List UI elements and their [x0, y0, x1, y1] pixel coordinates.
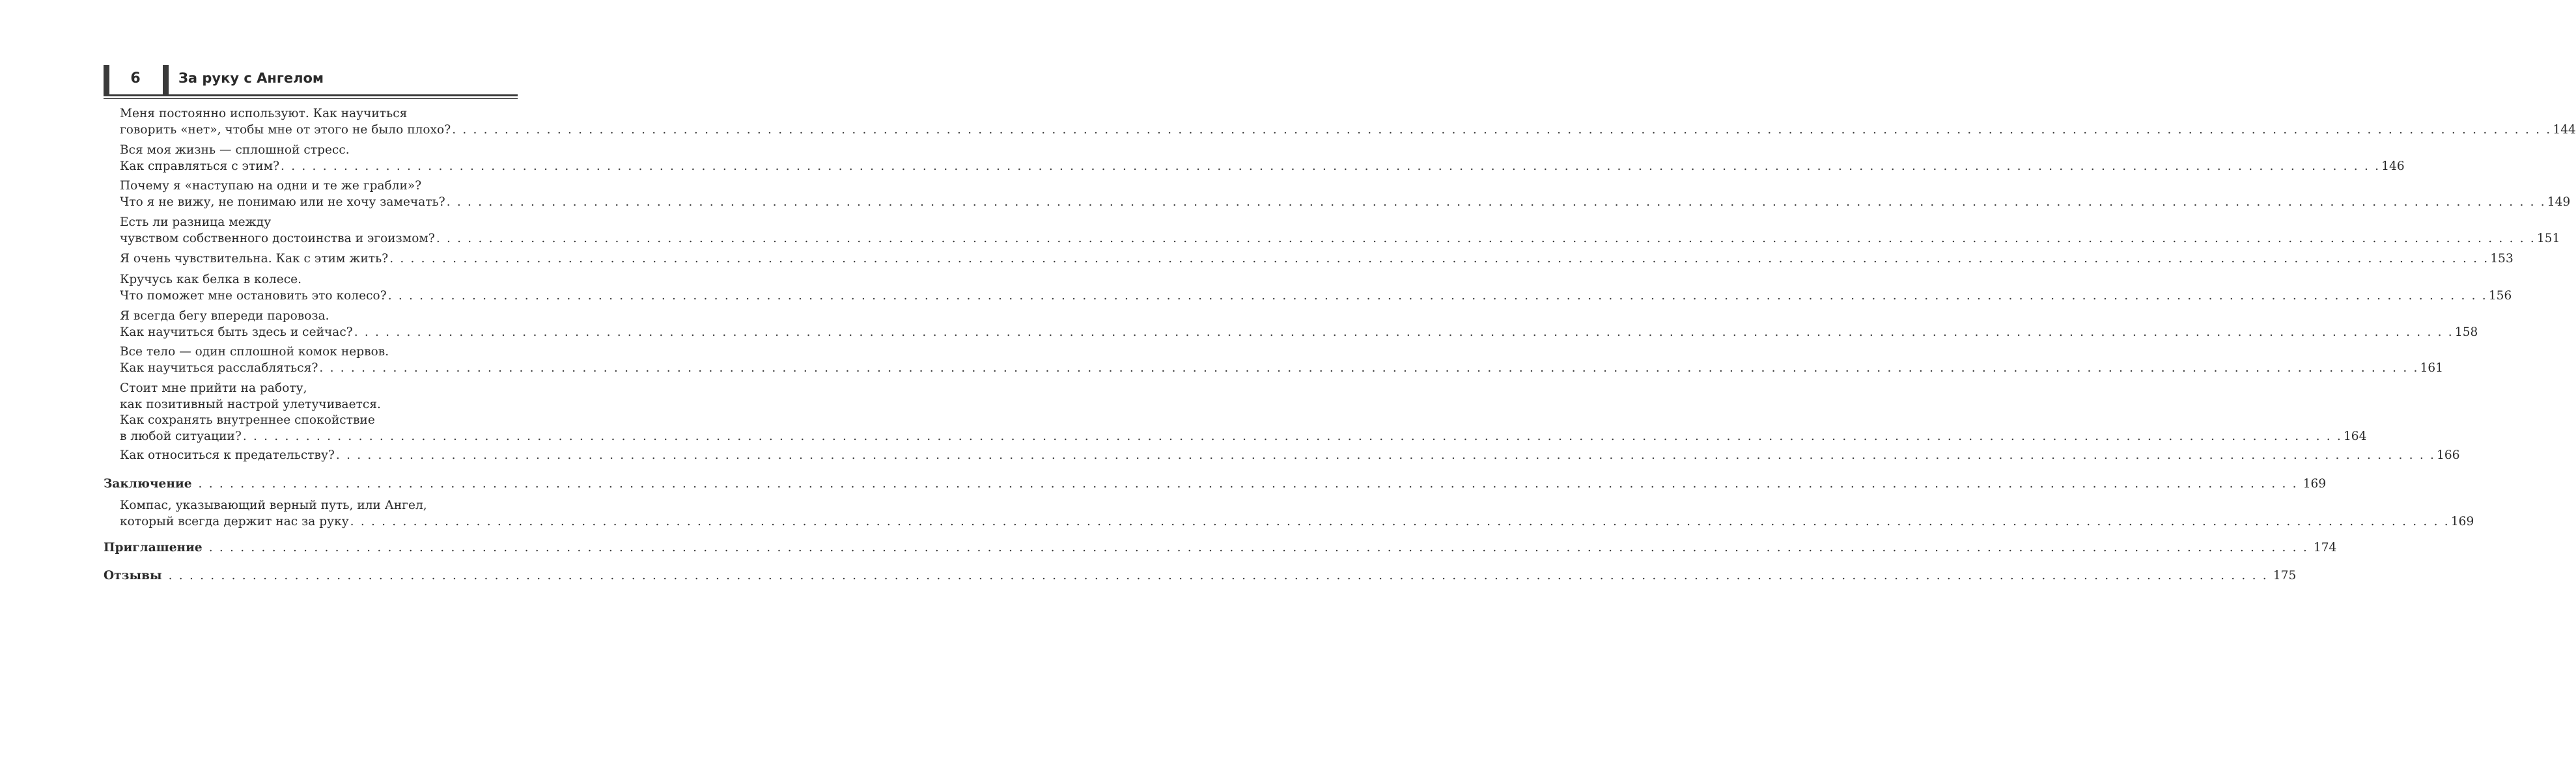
toc-entry-last-line — [120, 361, 2444, 376]
toc-entry-last-line — [120, 122, 2576, 138]
toc-entry-last-line — [120, 325, 2478, 340]
toc-page-number: 151 — [2536, 231, 2560, 245]
toc-page-number: 146 — [2381, 159, 2405, 173]
toc-entry-title: который всегда держит нас за руку — [120, 514, 349, 528]
toc-entry-title: говорить «нет», чтобы мне от этого не было плохо? — [120, 122, 451, 137]
toc-entry-line: как позитивный настрой улетучивается. — [120, 397, 381, 411]
page-number: 6 — [130, 70, 141, 87]
toc-entry-title: чувством собственного достоинства и эгоизмом? — [120, 231, 435, 245]
dot-leader: . . . . . . . . . . . . . . . . . . . . . . . . . . . . . . . . . . . . . . . . . . . . . . . . . . . . . . . . . . . . . . . . . . . . . . . . . . . . . . . . . . . . . . . . . . . . . . . . . . . . . . . . . . . . . . . . . . . . . . . . . . . . . . . . . . . . . . . . . . . . . . . . . . . . . . . . . . . . . . . . . . . . . . . . . . . . . . . . . . . . . . . . . . . . . . . . . . . . . . . . — [354, 325, 2454, 339]
toc-entry-title: Как относиться к предательству? — [120, 448, 335, 462]
toc-entry-line: Меня постоянно используют. Как научиться — [120, 107, 408, 120]
toc-entry-line: Почему я «наступаю на одни и те же грабли»? — [120, 179, 422, 193]
toc-page-number: 169 — [2303, 477, 2327, 491]
dot-leader: . . . . . . . . . . . . . . . . . . . . . . . . . . . . . . . . . . . . . . . . . . . . . . . . . . . . . . . . . . . . . . . . . . . . . . . . . . . . . . . . . . . . . . . . . . . . . . . . . . . . . . . . . . . . . . . . . . . . . . . . . . . . . . . . . . . . . . . . . . . . . . . . . . . . . . . . . . . . . . . . . . . . . . . . . . . . . . . . . . . . . . . . . . . . . . . . . . . . . . . . — [452, 122, 2552, 137]
dot-leader: . . . . . . . . . . . . . . . . . . . . . . . . . . . . . . . . . . . . . . . . . . . . . . . . . . . . . . . . . . . . . . . . . . . . . . . . . . . . . . . . . . . . . . . . . . . . . . . . . . . . . . . . . . . . . . . . . . . . . . . . . . . . . . . . . . . . . . . . . . . . . . . . . . . . . . . . . . . . . . . . . . . . . . . . . . . . . . . . . . . . . . . . . . . . . . . . . . . . . . . . — [446, 195, 2546, 209]
toc-page-number: 161 — [2420, 361, 2444, 375]
toc-entry-last-line — [120, 251, 2513, 267]
toc-entry-line: Все тело — один сплошной комок нервов. — [120, 345, 389, 359]
toc-entry-title: Отзывы — [104, 569, 162, 582]
toc-entry-last-line — [120, 514, 2474, 530]
dot-leader: . . . . . . . . . . . . . . . . . . . . . . . . . . . . . . . . . . . . . . . . . . . . . . . . . . . . . . . . . . . . . . . . . . . . . . . . . . . . . . . . . . . . . . . . . . . . . . . . . . . . . . . . . . . . . . . . . . . . . . . . . . . . . . . . . . . . . . . . . . . . . . . . . . . . . . . . . . . . . . . . . . . . . . . . . . . . . . . . . . . . . . . . . . . . . . . . . . . . . . . . — [335, 448, 2436, 462]
dot-leader: . . . . . . . . . . . . . . . . . . . . . . . . . . . . . . . . . . . . . . . . . . . . . . . . . . . . . . . . . . . . . . . . . . . . . . . . . . . . . . . . . . . . . . . . . . . . . . . . . . . . . . . . . . . . . . . . . . . . . . . . . . . . . . . . . . . . . . . . . . . . . . . . . . . . . . . . . . . . . . . . . . . . . . . . . . . . . . . . . . . . . . . . . . . . . . . . . . . . . . . . — [389, 252, 2489, 266]
toc-entry-line: Вся моя жизнь — сплошной стресс. — [120, 143, 350, 157]
dot-leader: . . . . . . . . . . . . . . . . . . . . . . . . . . . . . . . . . . . . . . . . . . . . . . . . . . . . . . . . . . . . . . . . . . . . . . . . . . . . . . . . . . . . . . . . . . . . . . . . . . . . . . . . . . . . . . . . . . . . . . . . . . . . . . . . . . . . . . . . . . . . . . . . . . . . . . . . . . . . . . . . . . . . . . . . . . . . . . . . . . . . . . . . . . . . . . . . . . . . . . . . — [387, 288, 2487, 303]
toc-page-number: 144 — [2553, 122, 2576, 137]
toc-entry-line: Компас, указывающий верный путь, или Ангел, — [120, 499, 427, 512]
toc-entry-last-line — [104, 476, 2327, 492]
toc-entry-last-line — [120, 429, 2367, 445]
toc-page-number: 174 — [2313, 541, 2337, 555]
toc-entry-last-line — [104, 540, 2337, 556]
dot-leader: . . . . . . . . . . . . . . . . . . . . . . . . . . . . . . . . . . . . . . . . . . . . . . . . . . . . . . . . . . . . . . . . . . . . . . . . . . . . . . . . . . . . . . . . . . . . . . . . . . . . . . . . . . . . . . . . . . . . . . . . . . . . . . . . . . . . . . . . . . . . . . . . . . . . . . . . . . . . . . . . . . . . . . . . . . . . . . . . . . . . . . . . . . . . . . . . . . . . . . . . — [319, 361, 2419, 375]
toc-entry-title: Заключение — [104, 477, 192, 491]
dot-leader: . . . . . . . . . . . . . . . . . . . . . . . . . . . . . . . . . . . . . . . . . . . . . . . . . . . . . . . . . . . . . . . . . . . . . . . . . . . . . . . . . . . . . . . . . . . . . . . . . . . . . . . . . . . . . . . . . . . . . . . . . . . . . . . . . . . . . . . . . . . . . . . . . . . . . . . . . . . . . . . . . . . . . . . . . . . . . . . . . . . . . . . . . . . . . . . . . . . . . . . . — [350, 514, 2450, 528]
toc-page-number: 158 — [2454, 325, 2478, 339]
toc-page-number: 169 — [2450, 514, 2474, 528]
toc-entry-last-line — [120, 448, 2460, 463]
toc-entry-title: Я очень чувствительна. Как с этим жить? — [120, 252, 389, 266]
toc-page-number: 175 — [2273, 569, 2297, 582]
toc-entry-title: Что я не вижу, не понимаю или не хочу замечать? — [120, 195, 445, 209]
toc-entry-last-line — [120, 159, 2405, 174]
toc-page-number: 166 — [2437, 448, 2460, 462]
toc-page-number: 156 — [2488, 288, 2512, 303]
toc-entry-last-line — [120, 231, 2560, 247]
dot-leader: . . . . . . . . . . . . . . . . . . . . . . . . . . . . . . . . . . . . . . . . . . . . . . . . . . . . . . . . . . . . . . . . . . . . . . . . . . . . . . . . . . . . . . . . . . . . . . . . . . . . . . . . . . . . . . . . . . . . . . . . . . . . . . . . . . . . . . . . . . . . . . . . . . . . . . . . . . . . . . . . . . . . . . . . . . . . . . . . . . . . . . . . . . . . . . . . . . . . . . . . — [208, 541, 2308, 555]
toc-entry-last-line — [120, 195, 2571, 210]
running-title: За руку с Ангелом — [178, 70, 324, 86]
toc-page-number: 153 — [2490, 252, 2513, 266]
toc-entry-last-line — [104, 568, 2297, 584]
dot-leader: . . . . . . . . . . . . . . . . . . . . . . . . . . . . . . . . . . . . . . . . . . . . . . . . . . . . . . . . . . . . . . . . . . . . . . . . . . . . . . . . . . . . . . . . . . . . . . . . . . . . . . . . . . . . . . . . . . . . . . . . . . . . . . . . . . . . . . . . . . . . . . . . . . . . . . . . . . . . . . . . . . . . . . . . . . . . . . . . . . . . . . . . . . . . . . . . . . . . . . . . — [281, 159, 2381, 173]
toc-entry-line: Как сохранять внутреннее спокойствие — [120, 413, 375, 427]
toc-entry-last-line — [120, 288, 2512, 304]
dot-leader: . . . . . . . . . . . . . . . . . . . . . . . . . . . . . . . . . . . . . . . . . . . . . . . . . . . . . . . . . . . . . . . . . . . . . . . . . . . . . . . . . . . . . . . . . . . . . . . . . . . . . . . . . . . . . . . . . . . . . . . . . . . . . . . . . . . . . . . . . . . . . . . . . . . . . . . . . . . . . . . . . . . . . . . . . . . . . . . . . . . . . . . . . . . . . . . . . . . . . . . . — [242, 429, 2342, 443]
toc-entry-title: Что поможет мне остановить это колесо? — [120, 288, 387, 303]
toc-page-number: 164 — [2343, 429, 2367, 443]
toc-entry-title: Как справляться с этим? — [120, 159, 280, 173]
toc-entry-line: Я всегда бегу впереди паровоза. — [120, 309, 329, 323]
toc-entry-title: Как научиться быть здесь и сейчас? — [120, 325, 353, 339]
toc-page-number: 149 — [2547, 195, 2571, 209]
dot-leader: . . . . . . . . . . . . . . . . . . . . . . . . . . . . . . . . . . . . . . . . . . . . . . . . . . . . . . . . . . . . . . . . . . . . . . . . . . . . . . . . . . . . . . . . . . . . . . . . . . . . . . . . . . . . . . . . . . . . . . . . . . . . . . . . . . . . . . . . . . . . . . . . . . . . . . . . . . . . . . . . . . . . . . . . . . . . . . . . . . . . . . . . . . . . . . . . . . . . . . . . — [436, 231, 2536, 245]
toc-entry-title: Приглашение — [104, 541, 203, 555]
dot-leader: . . . . . . . . . . . . . . . . . . . . . . . . . . . . . . . . . . . . . . . . . . . . . . . . . . . . . . . . . . . . . . . . . . . . . . . . . . . . . . . . . . . . . . . . . . . . . . . . . . . . . . . . . . . . . . . . . . . . . . . . . . . . . . . . . . . . . . . . . . . . . . . . . . . . . . . . . . . . . . . . . . . . . . . . . . . . . . . . . . . . . . . . . . . . . . . . . . . . . . . . — [198, 477, 2298, 491]
toc-entry-line: Кручусь как белка в колесе. — [120, 273, 302, 286]
dot-leader: . . . . . . . . . . . . . . . . . . . . . . . . . . . . . . . . . . . . . . . . . . . . . . . . . . . . . . . . . . . . . . . . . . . . . . . . . . . . . . . . . . . . . . . . . . . . . . . . . . . . . . . . . . . . . . . . . . . . . . . . . . . . . . . . . . . . . . . . . . . . . . . . . . . . . . . . . . . . . . . . . . . . . . . . . . . . . . . . . . . . . . . . . . . . . . . . . . . . . . . . — [168, 569, 2268, 582]
toc-entry-title: в любой ситуации? — [120, 429, 242, 443]
toc-entry-line: Есть ли разница между — [120, 215, 272, 229]
toc-entry-line: Стоит мне прийти на работу, — [120, 381, 307, 395]
toc-entry-title: Как научиться расслабляться? — [120, 361, 318, 375]
